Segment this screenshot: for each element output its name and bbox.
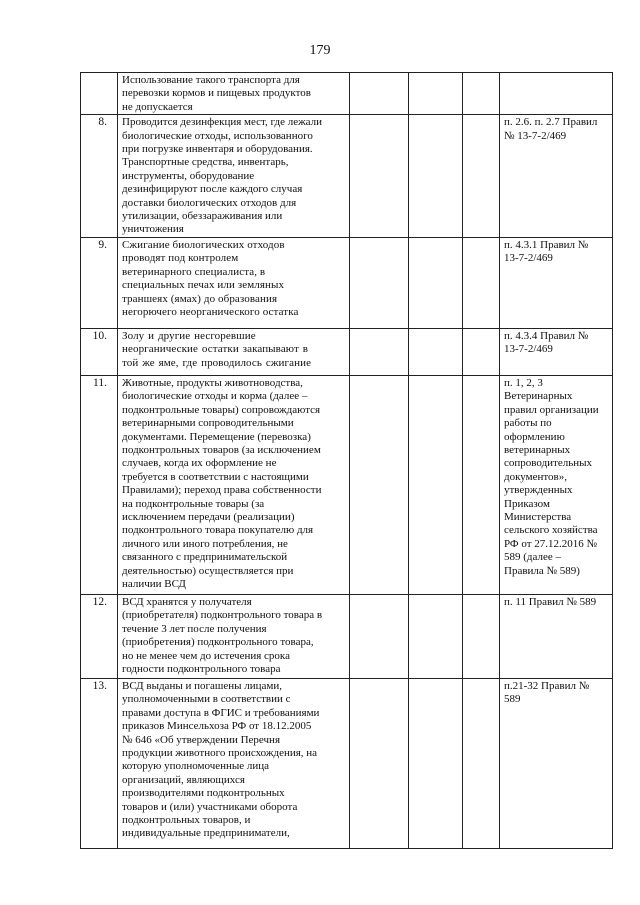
answer-no-cell xyxy=(409,594,463,678)
answer-yes-cell xyxy=(350,375,409,594)
legal-reference: п. 4.3.4 Правил № 13-7-2/469 xyxy=(500,328,613,375)
answer-yes-cell xyxy=(350,115,409,238)
requirement-text: ВСД выданы и погашены лицами, уполномоченными в соответствии с правами доступа в ФГИС и требованиями приказов Минсельхоза РФ от 18.12.2005 № 646 «Об утверждении Перечня продукции животного происхождения, на которую уполномоченные лица организаций, являющихся производителями подконтрольных товаров и (или) участниками оборота подконтрольных товаров, и индивидуальные предприниматели, xyxy=(118,678,350,848)
requirement-text: Сжигание биологических отходов проводят под контролем ветеринарного специалиста, в специальных печах или земляных траншеях (ямах) до образования негорючего неорганического остатка xyxy=(118,237,350,328)
answer-no-cell xyxy=(409,678,463,848)
answer-na-cell xyxy=(463,678,500,848)
answer-no-cell xyxy=(409,328,463,375)
row-number-cell: 10. xyxy=(81,328,118,375)
answer-yes-cell xyxy=(350,594,409,678)
requirement-text: ВСД хранятся у получателя (приобретателя) подконтрольного товара в течение 3 лет после получения (приобретения) подконтрольного товара, но не менее чем до истечения срока годности подконтрольного товара xyxy=(118,594,350,678)
answer-no-cell xyxy=(409,115,463,238)
requirement-text: Использование такого транспорта для перевозки кормов и пищевых продуктов не допускается xyxy=(118,73,350,115)
answer-no-cell xyxy=(409,375,463,594)
row-number-cell: 13. xyxy=(81,678,118,848)
answer-na-cell xyxy=(463,115,500,238)
answer-yes-cell xyxy=(350,73,409,115)
table-row xyxy=(81,73,613,115)
answer-yes-cell xyxy=(350,678,409,848)
answer-no-cell xyxy=(409,73,463,115)
legal-reference xyxy=(500,73,613,115)
legal-reference: п.21-32 Правил № 589 xyxy=(500,678,613,848)
table-row xyxy=(81,115,613,238)
requirement-text: Золу и другие несгоревшие неорганические остатки закапывают в той же яме, где проводилось сжигание xyxy=(118,328,350,375)
checklist-table xyxy=(80,72,613,849)
legal-reference: п. 11 Правил № 589 xyxy=(500,594,613,678)
legal-reference: п. 2.6. п. 2.7 Правил № 13-7-2/469 xyxy=(500,115,613,238)
table-row xyxy=(81,237,613,328)
row-number-cell: 11. xyxy=(81,375,118,594)
table-row xyxy=(81,594,613,678)
legal-reference: п. 1, 2, 3 Ветеринарных правил организации работы по оформлению ветеринарных сопроводительных документов», утвержденных Приказом Министерства сельского хозяйства РФ от 27.12.2016 № 589 (далее – Правила № 589) xyxy=(500,375,613,594)
table-row xyxy=(81,678,613,848)
requirement-text: Животные, продукты животноводства, биологические отходы и корма (далее – подконтрольные товары) сопровождаются ветеринарными сопроводительными документами. Перемещение (перевозка) подконтрольных товаров (за исключением случаев, когда их оформление не требуется в соответствии с настоящими Правилами); переход права собственности на подконтрольные товары (за исключением передачи (реализации) подконтрольного товара покупателю для личного или иного потребления, не связанного с предпринимательской деятельностью) осуществляется при наличии ВСД xyxy=(118,375,350,594)
table-row xyxy=(81,375,613,594)
answer-yes-cell xyxy=(350,328,409,375)
row-number-cell: 12. xyxy=(81,594,118,678)
answer-no-cell xyxy=(409,237,463,328)
answer-yes-cell xyxy=(350,237,409,328)
answer-na-cell xyxy=(463,594,500,678)
answer-na-cell xyxy=(463,237,500,328)
legal-reference: п. 4.3.1 Правил № 13-7-2/469 xyxy=(500,237,613,328)
row-number-cell: 8. xyxy=(81,115,118,238)
answer-na-cell xyxy=(463,73,500,115)
table-row xyxy=(81,328,613,375)
row-number-cell: 9. xyxy=(81,237,118,328)
answer-na-cell xyxy=(463,328,500,375)
row-number-cell xyxy=(81,73,118,115)
answer-na-cell xyxy=(463,375,500,594)
page-number: 179 xyxy=(309,43,331,58)
requirement-text: Проводится дезинфекция мест, где лежали биологические отходы, использованного при погрузке инвентаря и оборудования. Транспортные средства, инвентарь, инструменты, оборудование дезинфицируют после каждого случая доставки биологических отходов для утилизации, обеззараживания или уничтожения xyxy=(118,115,350,238)
